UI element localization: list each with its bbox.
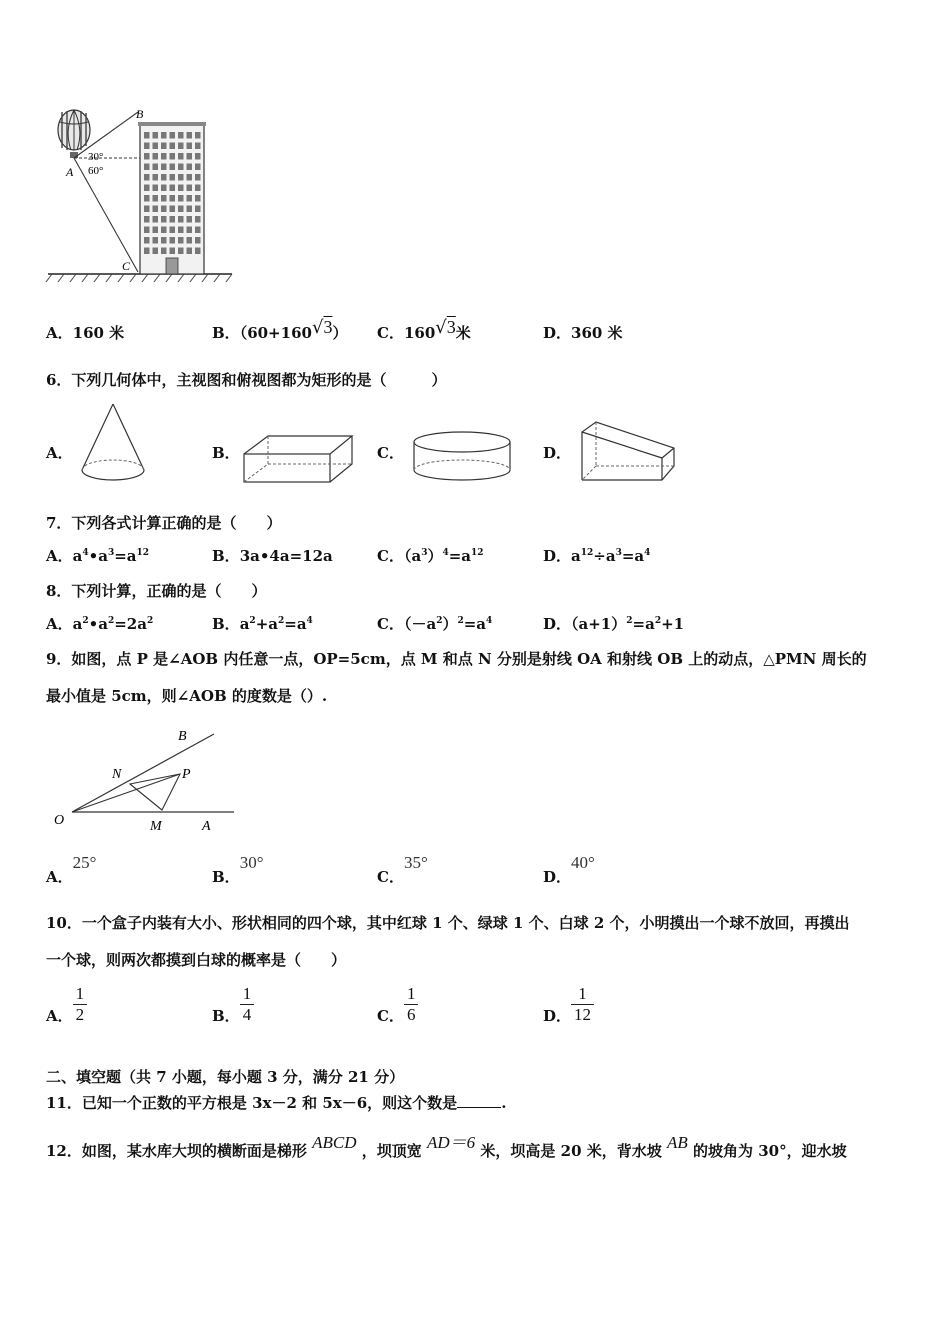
label-c: C xyxy=(122,259,131,273)
label-n: N xyxy=(112,767,122,782)
building-window xyxy=(170,216,176,223)
building-window xyxy=(195,132,201,139)
label-p: P xyxy=(182,767,191,782)
fraction: $\frac{1}{12}$ xyxy=(571,984,594,1025)
cone-icon xyxy=(76,400,150,486)
building-window xyxy=(161,237,167,244)
building-window xyxy=(187,227,193,234)
building-window xyxy=(153,237,159,244)
angle-aob-figure xyxy=(48,722,248,834)
q8-option-d[interactable]: D．$(a+1)^2=a^2+1$ xyxy=(543,615,685,633)
building-window xyxy=(161,227,167,234)
building-window xyxy=(187,216,193,223)
building-window xyxy=(153,206,159,213)
building-window xyxy=(161,174,167,181)
building-window xyxy=(170,164,176,171)
building-window xyxy=(178,237,184,244)
q5-option-b[interactable]: B．（60+160√3） xyxy=(212,317,348,342)
building-window xyxy=(178,227,184,234)
q6-option-a-label[interactable]: A． xyxy=(46,444,73,462)
label-b: B xyxy=(178,729,187,744)
building-window xyxy=(195,143,201,150)
label-o: O xyxy=(54,813,65,828)
building-window xyxy=(170,248,176,255)
q8-stem: 8．下列计算，正确的是（ ） xyxy=(46,582,267,600)
sqrt-icon: √3 xyxy=(311,317,333,338)
building-window xyxy=(178,174,184,181)
label-a: A xyxy=(66,165,74,179)
building-window xyxy=(187,185,193,192)
q10-option-b[interactable]: B． $\frac{1}{4}$ xyxy=(212,984,254,1025)
building-window xyxy=(187,164,193,171)
building-window xyxy=(144,164,150,171)
building-window xyxy=(187,248,193,255)
building-window xyxy=(144,206,150,213)
q10-option-c[interactable]: C． $\frac{1}{6}$ xyxy=(377,984,418,1025)
building-window xyxy=(153,132,159,139)
q9-stem-line1: 9．如图，点 P 是∠AOB 内任意一点，OP=5cm，点 M 和点 N 分别是射线 OA 和射线 OB 上的动点，△PMN 周长的 xyxy=(46,650,867,668)
q9-option-b[interactable]: B．30° xyxy=(212,853,264,886)
label-a: A xyxy=(202,819,211,834)
building-window xyxy=(144,216,150,223)
building-window xyxy=(178,153,184,160)
section-title: 二、填空题（共 7 小题，每小题 3 分，满分 21 分） xyxy=(46,1068,405,1086)
q10-stem-line1: 10．一个盒子内装有大小、形状相同的四个球，其中红球 1 个、绿球 1 个、白球 2 个，小明摸出一个球不放回，再摸出 xyxy=(46,914,850,932)
q10-stem-line2: 一个球，则两次都摸到白球的概率是（ ） xyxy=(46,951,347,969)
building-window xyxy=(195,206,201,213)
building-window xyxy=(161,195,167,202)
q7-option-b[interactable]: B．3a•4a=12a xyxy=(212,547,333,565)
building-window xyxy=(153,185,159,192)
building-window xyxy=(187,132,193,139)
q10-option-d[interactable]: D． $\frac{1}{12}$ xyxy=(543,984,594,1025)
building-window xyxy=(161,206,167,213)
sqrt-icon: √3 xyxy=(435,317,456,338)
building-window xyxy=(144,237,150,244)
building-window xyxy=(195,195,201,202)
building-window xyxy=(170,153,176,160)
building-window xyxy=(187,153,193,160)
q9-option-d[interactable]: D．40° xyxy=(543,853,595,886)
building-window xyxy=(195,185,201,192)
q11-stem: 11．已知一个正数的平方根是 3x－2 和 5x－6，则这个数是 . xyxy=(46,1094,507,1112)
q9-option-c[interactable]: C．35° xyxy=(377,853,428,886)
building-window xyxy=(144,195,150,202)
building-window xyxy=(161,185,167,192)
building-window xyxy=(144,132,150,139)
building-window xyxy=(178,132,184,139)
fraction: $\frac{1}{4}$ xyxy=(240,984,255,1025)
building-window xyxy=(170,174,176,181)
q8-option-c[interactable]: C．$(-a^2)^2=a^4$ xyxy=(377,615,493,633)
q6-stem: 6．下列几何体中，主视图和俯视图都为矩形的是（ ） xyxy=(46,371,447,389)
building-window xyxy=(161,143,167,150)
building-window xyxy=(170,237,176,244)
building-window xyxy=(178,206,184,213)
building-window xyxy=(187,206,193,213)
building-window xyxy=(178,143,184,150)
building-window xyxy=(144,143,150,150)
building-window xyxy=(195,164,201,171)
building-window xyxy=(161,164,167,171)
building-window xyxy=(178,195,184,202)
building-window xyxy=(161,132,167,139)
building-window xyxy=(144,185,150,192)
building-window xyxy=(161,248,167,255)
q9-option-a[interactable]: A．25° xyxy=(46,853,97,886)
building-window xyxy=(178,164,184,171)
building-window xyxy=(153,216,159,223)
building-window xyxy=(178,216,184,223)
cuboid-icon xyxy=(240,432,356,486)
triangular-prism-icon xyxy=(578,418,680,484)
building-window xyxy=(187,174,193,181)
q7-option-d[interactable]: D．$a^{12}\div a^3=a^4$ xyxy=(543,547,651,565)
building-window xyxy=(170,185,176,192)
building-window xyxy=(144,227,150,234)
q6-option-b-label[interactable]: B． xyxy=(212,444,240,462)
building-window xyxy=(153,227,159,234)
building-window xyxy=(195,237,201,244)
building-window xyxy=(195,227,201,234)
q7-stem: 7．下列各式计算正确的是（ ） xyxy=(46,514,282,532)
building-window xyxy=(170,227,176,234)
q5-option-c[interactable]: C．160√3米 xyxy=(377,317,471,342)
building-window xyxy=(170,143,176,150)
building-window xyxy=(153,248,159,255)
label-b: B xyxy=(136,107,144,121)
balloon-building-figure xyxy=(40,100,240,290)
building-window xyxy=(161,216,167,223)
label-m: M xyxy=(150,819,162,834)
q8-option-b[interactable]: B．$a^2+a^2=a^4$ xyxy=(212,615,313,633)
building-window xyxy=(144,248,150,255)
q5-option-a[interactable]: A．160 米 xyxy=(46,324,125,342)
building-window xyxy=(187,195,193,202)
building-window xyxy=(153,164,159,171)
building-window xyxy=(195,216,201,223)
building-window xyxy=(195,248,201,255)
building-window xyxy=(153,195,159,202)
building-window xyxy=(195,153,201,160)
building-window xyxy=(187,143,193,150)
angle-30: 30° xyxy=(88,151,104,163)
building-window xyxy=(178,185,184,192)
building-window xyxy=(153,174,159,181)
q9-stem-line2: 最小值是 5cm，则∠AOB 的度数是（）. xyxy=(46,687,328,705)
q12-stem: 12．如图，某水库大坝的横断面是梯形 ABCD ，坝顶宽 AD＝6 米，坝高是 20 米，背水坡 AB 的坡角为 30°，迎水坡 xyxy=(46,1133,847,1160)
building-window xyxy=(187,237,193,244)
angle-60: 60° xyxy=(88,165,104,177)
answer-blank[interactable] xyxy=(457,1093,501,1108)
building-window xyxy=(153,143,159,150)
building-window xyxy=(170,206,176,213)
q10-option-a[interactable]: A． $\frac{1}{2}$ xyxy=(46,984,87,1025)
cylinder-icon xyxy=(410,428,514,486)
q5-option-d[interactable]: D．360 米 xyxy=(543,324,623,342)
q8-option-a[interactable]: A．$a^2•a^2=2a^2$ xyxy=(46,615,154,633)
q7-option-c[interactable]: C．$(a^3)^4=a^{12}$ xyxy=(377,547,484,565)
fraction: $\frac{1}{6}$ xyxy=(404,984,419,1025)
fraction: $\frac{1}{2}$ xyxy=(73,984,88,1025)
building-window xyxy=(178,248,184,255)
building-window xyxy=(144,174,150,181)
q7-option-a[interactable]: A．$a^4•a^3=a^{12}$ xyxy=(46,547,150,565)
building-window xyxy=(170,195,176,202)
q6-option-d-label[interactable]: D． xyxy=(543,444,572,462)
building-window xyxy=(144,153,150,160)
q6-option-c-label[interactable]: C． xyxy=(377,444,404,462)
building-window xyxy=(161,153,167,160)
building-window xyxy=(170,132,176,139)
building-window xyxy=(153,153,159,160)
building-window xyxy=(195,174,201,181)
